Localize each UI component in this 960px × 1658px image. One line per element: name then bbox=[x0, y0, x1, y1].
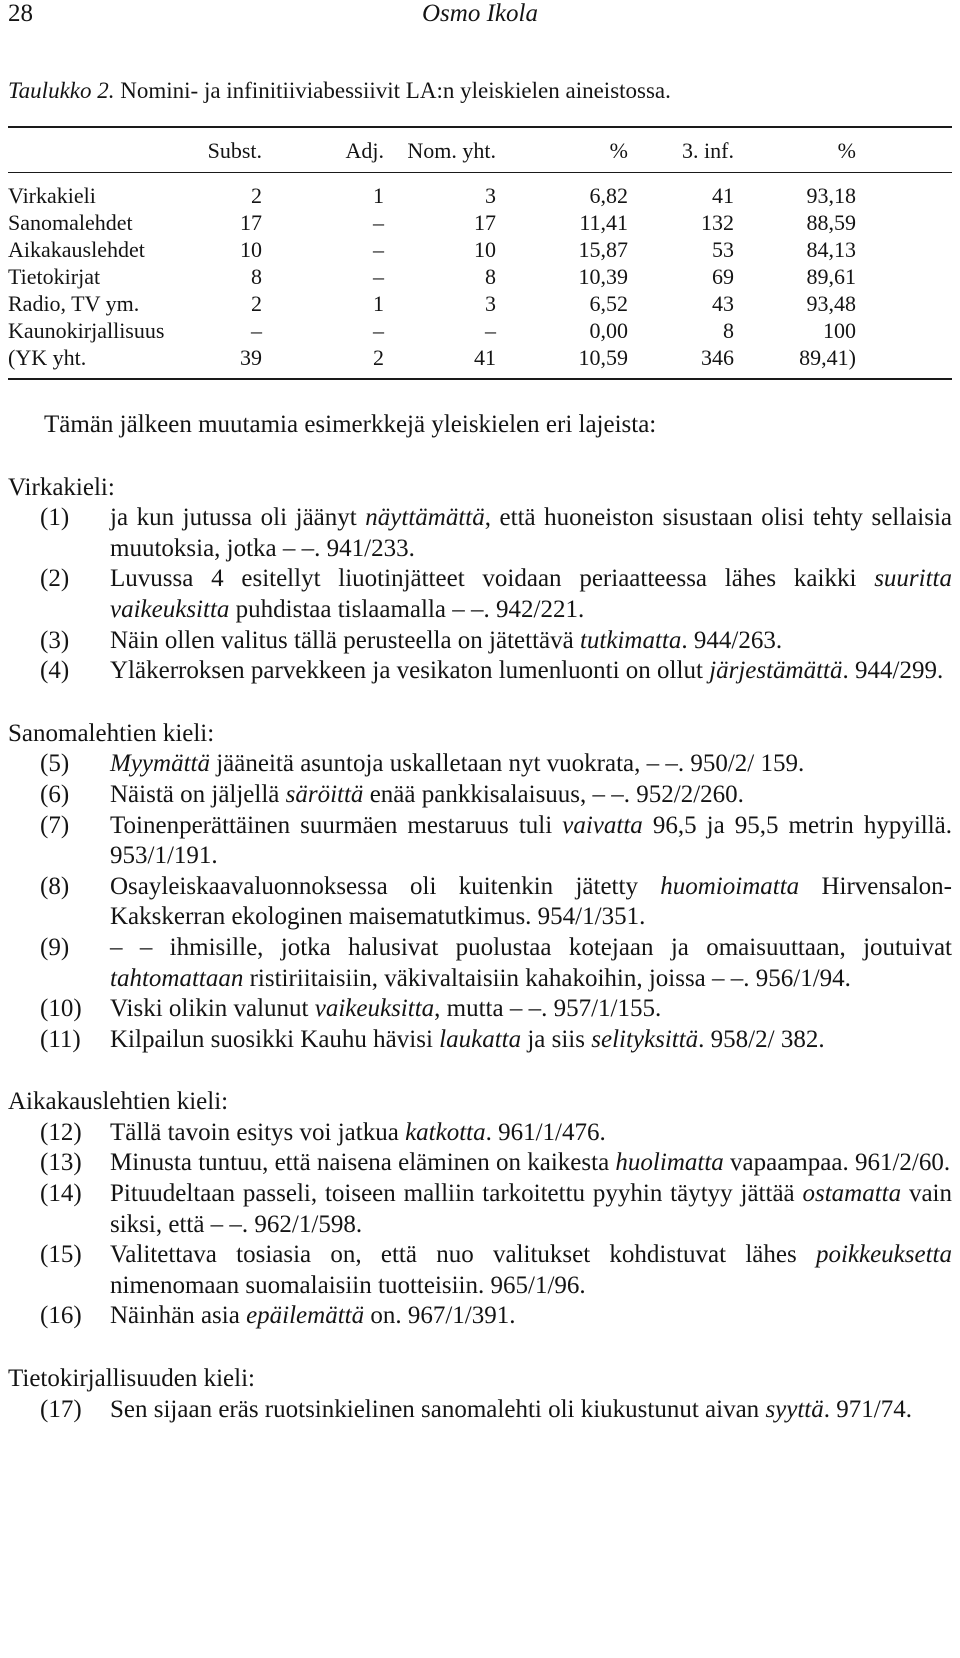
example-section bbox=[8, 719, 952, 1056]
example-sentence bbox=[8, 1395, 952, 1426]
row-label: (YK yht. bbox=[8, 345, 87, 370]
table-cell: 10 bbox=[474, 237, 496, 262]
table-cell: 89,41) bbox=[799, 345, 856, 370]
example-sentence bbox=[8, 1025, 952, 1056]
example-section bbox=[8, 473, 952, 687]
column-header bbox=[8, 134, 188, 168]
abessive-form: huomioimatta bbox=[660, 872, 800, 900]
table-cell: 8 bbox=[251, 264, 262, 289]
column-header: Subst. bbox=[207, 138, 262, 163]
table-cell: 10,39 bbox=[578, 264, 628, 289]
intro-paragraph: Tämän jälkeen muutamia esimerkkejä yleiskielen eri lajeista: bbox=[44, 411, 657, 438]
table-row bbox=[8, 168, 856, 209]
example-text: , että huoneiston sisustaan olisi tehty sellaisia muutoksia, jotka – –. 941/233. bbox=[110, 504, 952, 562]
row-label: Kaunokirjallisuus bbox=[8, 318, 165, 343]
table-cell: – bbox=[373, 318, 384, 343]
table-row bbox=[8, 344, 856, 371]
abessive-form: huolimatta bbox=[615, 1149, 724, 1177]
example-number: (1) bbox=[40, 504, 70, 532]
abessive-form: syyttä bbox=[765, 1395, 824, 1423]
abessive-table bbox=[8, 134, 856, 371]
example-text: . 944/299. bbox=[842, 657, 944, 685]
example-text: on. 967/1/391. bbox=[364, 1302, 516, 1330]
section-heading: Tietokirjallisuuden kieli: bbox=[8, 1365, 255, 1393]
example-text: . 961/1/476. bbox=[485, 1118, 606, 1146]
abessive-form: säröittä bbox=[285, 780, 364, 808]
row-label: Radio, TV ym. bbox=[8, 291, 140, 316]
abessive-form: näyttämättä bbox=[365, 504, 485, 532]
table-cell: 11,41 bbox=[579, 210, 628, 235]
table-cell: 346 bbox=[701, 345, 734, 370]
example-sentence bbox=[8, 1179, 952, 1240]
example-sentence bbox=[8, 1240, 952, 1301]
abessive-form: vaivatta bbox=[562, 811, 643, 839]
example-text: . 944/263. bbox=[681, 626, 783, 654]
example-text: Pituudeltaan passeli, toiseen malliin tarkoitettu pyyhin täytyy jättää bbox=[110, 1180, 803, 1208]
example-text: Toinenperättäinen suurmäen mestaruus tuli bbox=[110, 811, 563, 839]
example-text: Näistä on jäljellä bbox=[110, 780, 286, 808]
example-text: Minusta tuntuu, että naisena eläminen on kaikesta bbox=[110, 1149, 616, 1177]
example-number: (4) bbox=[40, 657, 70, 685]
table-caption-label: Taulukko 2. bbox=[8, 78, 115, 103]
example-sentence bbox=[8, 1301, 952, 1332]
table-top-rule bbox=[8, 126, 952, 128]
table-cell: 8 bbox=[723, 318, 734, 343]
example-number: (15) bbox=[40, 1241, 82, 1269]
example-text: , mutta – –. 957/1/155. bbox=[434, 995, 662, 1023]
example-number: (16) bbox=[40, 1302, 82, 1330]
example-text: Näin ollen valitus tällä perusteella on jätettävä bbox=[110, 626, 580, 654]
table-cell: 41 bbox=[474, 345, 496, 370]
example-sentence bbox=[8, 811, 952, 872]
example-number: (2) bbox=[40, 565, 70, 593]
table-cell: 10,59 bbox=[578, 345, 628, 370]
table-cell: – bbox=[485, 318, 496, 343]
example-text: Valitettava tosiasia on, että nuo valitukset kohdistuvat lähes bbox=[110, 1241, 816, 1269]
example-text: vain siksi, että – –. 962/1/598. bbox=[110, 1180, 952, 1238]
example-text: Viski olikin valunut bbox=[110, 995, 315, 1023]
example-sentence bbox=[8, 780, 952, 811]
example-text: ja siis bbox=[521, 1025, 592, 1053]
table-cell: 132 bbox=[701, 210, 734, 235]
abessive-form: vaikeuksitta bbox=[314, 995, 435, 1023]
table-cell: 53 bbox=[712, 237, 734, 262]
column-header: % bbox=[609, 138, 628, 163]
row-label: Sanomalehdet bbox=[8, 210, 133, 235]
abessive-form: tutkimatta bbox=[579, 626, 682, 654]
example-text: – – ihmisille, jotka halusivat puolustaa kotejaan ja omaisuuttaan, joutuivat bbox=[110, 933, 952, 961]
table-cell: – bbox=[373, 237, 384, 262]
example-text: Kilpailun suosikki Kauhu hävisi bbox=[110, 1025, 440, 1053]
table-cell: 93,48 bbox=[806, 291, 856, 316]
example-number: (6) bbox=[40, 780, 70, 808]
example-number: (13) bbox=[40, 1149, 82, 1177]
abessive-form: selityksittä bbox=[591, 1025, 699, 1053]
example-text: Osayleiskaavaluonnoksessa oli kuitenkin jätetty bbox=[110, 872, 661, 900]
table-cell: 2 bbox=[251, 291, 262, 316]
page-header bbox=[0, 0, 960, 40]
table-cell: 93,18 bbox=[806, 183, 856, 208]
example-sentence bbox=[8, 933, 952, 994]
abessive-form: tahtomattaan bbox=[110, 964, 244, 992]
abessive-form: katkotta bbox=[405, 1118, 486, 1146]
example-text: Yläkerroksen parvekkeen ja vesikaton lumenluonti on ollut bbox=[110, 657, 710, 685]
table-cell: – bbox=[373, 264, 384, 289]
example-number: (11) bbox=[40, 1025, 81, 1053]
example-sentence bbox=[8, 656, 952, 687]
table-cell: – bbox=[251, 318, 262, 343]
table-bottom-rule bbox=[8, 378, 952, 380]
page-number: 28 bbox=[8, 0, 33, 27]
example-number: (17) bbox=[40, 1395, 82, 1423]
table-row bbox=[8, 236, 856, 263]
section-heading: Aikakauslehtien kieli: bbox=[8, 1088, 229, 1116]
row-label: Aikakauslehdet bbox=[8, 237, 145, 262]
table-cell: 88,59 bbox=[806, 210, 856, 235]
example-text: Näinhän asia bbox=[110, 1302, 247, 1330]
example-text: vapaampaa. 961/2/60. bbox=[723, 1149, 951, 1177]
example-number: (5) bbox=[40, 750, 70, 778]
table-row bbox=[8, 263, 856, 290]
table-cell: 39 bbox=[240, 345, 262, 370]
column-header: Adj. bbox=[345, 138, 384, 163]
table-cell: 6,52 bbox=[589, 291, 628, 316]
example-sentence bbox=[8, 994, 952, 1025]
example-sentence bbox=[8, 1148, 952, 1179]
example-sentence bbox=[8, 503, 952, 564]
table-cell: 15,87 bbox=[578, 237, 628, 262]
example-text: ja kun jutussa oli jäänyt bbox=[110, 504, 366, 532]
example-number: (8) bbox=[40, 872, 70, 900]
column-header: 3. inf. bbox=[682, 138, 734, 163]
example-text: Tällä tavoin esitys voi jatkua bbox=[110, 1118, 406, 1146]
section-heading: Virkakieli: bbox=[8, 473, 115, 501]
abessive-form: suuritta vaikeuksitta bbox=[110, 565, 952, 623]
table-row bbox=[8, 290, 856, 317]
table-caption bbox=[8, 78, 671, 104]
abessive-form: ostamatta bbox=[802, 1180, 902, 1208]
table-cell: 1 bbox=[373, 183, 384, 208]
table-cell: 43 bbox=[712, 291, 734, 316]
table-cell: 100 bbox=[823, 318, 856, 343]
table-row bbox=[8, 317, 856, 344]
body-text bbox=[8, 410, 952, 1457]
table-cell: 2 bbox=[373, 345, 384, 370]
abessive-form: Myymättä bbox=[110, 750, 210, 778]
example-number: (3) bbox=[40, 626, 70, 654]
example-number: (7) bbox=[40, 811, 70, 839]
example-sentence bbox=[8, 749, 952, 780]
example-text: . 971/74. bbox=[823, 1395, 912, 1423]
example-text: nimenomaan suomalaisiin tuotteisiin. 965/1/96. bbox=[110, 1271, 586, 1299]
table-cell: 84,13 bbox=[806, 237, 856, 262]
example-sentence bbox=[8, 626, 952, 657]
example-number: (14) bbox=[40, 1180, 82, 1208]
table-cell: 0,00 bbox=[589, 318, 628, 343]
table-cell: 2 bbox=[251, 183, 262, 208]
running-head: Osmo Ikola bbox=[422, 0, 538, 27]
example-section bbox=[8, 1364, 952, 1425]
example-text: ristiriitaisiin, väkivaltaisiin kahakoihin, joissa – –. 956/1/94. bbox=[243, 964, 851, 992]
abessive-form: poikkeuksetta bbox=[815, 1241, 952, 1269]
example-text: 96,5 ja 95,5 metrin hypyillä. 953/1/191. bbox=[110, 811, 953, 870]
table-cell: 1 bbox=[373, 291, 384, 316]
example-text: enää pankkisalaisuus, – –. 952/2/260. bbox=[363, 780, 744, 808]
example-number: (10) bbox=[40, 995, 82, 1023]
table-header-row bbox=[8, 134, 856, 168]
row-label: Virkakieli bbox=[8, 183, 96, 208]
table-cell: 6,82 bbox=[589, 183, 628, 208]
table-cell: 10 bbox=[240, 237, 262, 262]
example-sentence bbox=[8, 1118, 952, 1149]
example-text: puhdistaa tislaamalla – –. 942/221. bbox=[229, 595, 585, 623]
abessive-form: epäilemättä bbox=[246, 1302, 365, 1330]
table-body bbox=[8, 168, 856, 371]
table-cell: 41 bbox=[712, 183, 734, 208]
table-cell: 3 bbox=[485, 291, 496, 316]
example-sentence bbox=[8, 564, 952, 625]
table-cell: 69 bbox=[712, 264, 734, 289]
example-number: (9) bbox=[40, 933, 70, 961]
example-section bbox=[8, 1087, 952, 1332]
example-text: Hirvensalon-Kakskerran ekologinen maisematutkimus. 954/1/351. bbox=[110, 872, 952, 931]
table-cell: 89,61 bbox=[806, 264, 856, 289]
table-cell: 17 bbox=[474, 210, 496, 235]
example-number: (12) bbox=[40, 1118, 82, 1146]
table-caption-text: Nomini- ja infinitiiviabessiivit LA:n yleiskielen aineistossa. bbox=[120, 78, 671, 103]
abessive-form: järjestämättä bbox=[709, 657, 843, 685]
table-row bbox=[8, 209, 856, 236]
table-cell: 8 bbox=[485, 264, 496, 289]
table-cell: 3 bbox=[485, 183, 496, 208]
abessive-form: laukatta bbox=[439, 1025, 522, 1053]
example-text: Sen sijaan eräs ruotsinkielinen sanomalehti oli kiukustunut aivan bbox=[110, 1395, 766, 1423]
column-header: Nom. yht. bbox=[407, 138, 496, 163]
table-cell: – bbox=[373, 210, 384, 235]
row-label: Tietokirjat bbox=[8, 264, 101, 289]
example-text: . 958/2/ 382. bbox=[698, 1025, 825, 1053]
example-text: jääneitä asuntoja uskalletaan nyt vuokrata, – –. 950/2/ 159. bbox=[209, 750, 805, 778]
example-text: Luvussa 4 esitellyt liuotinjätteet voidaan periaatteessa lähes kaikki bbox=[110, 565, 875, 593]
table-cell: 17 bbox=[240, 210, 262, 235]
column-header: % bbox=[837, 138, 856, 163]
section-heading: Sanomalehtien kieli: bbox=[8, 719, 215, 747]
example-sentence bbox=[8, 872, 952, 933]
example-sections bbox=[8, 473, 952, 1426]
